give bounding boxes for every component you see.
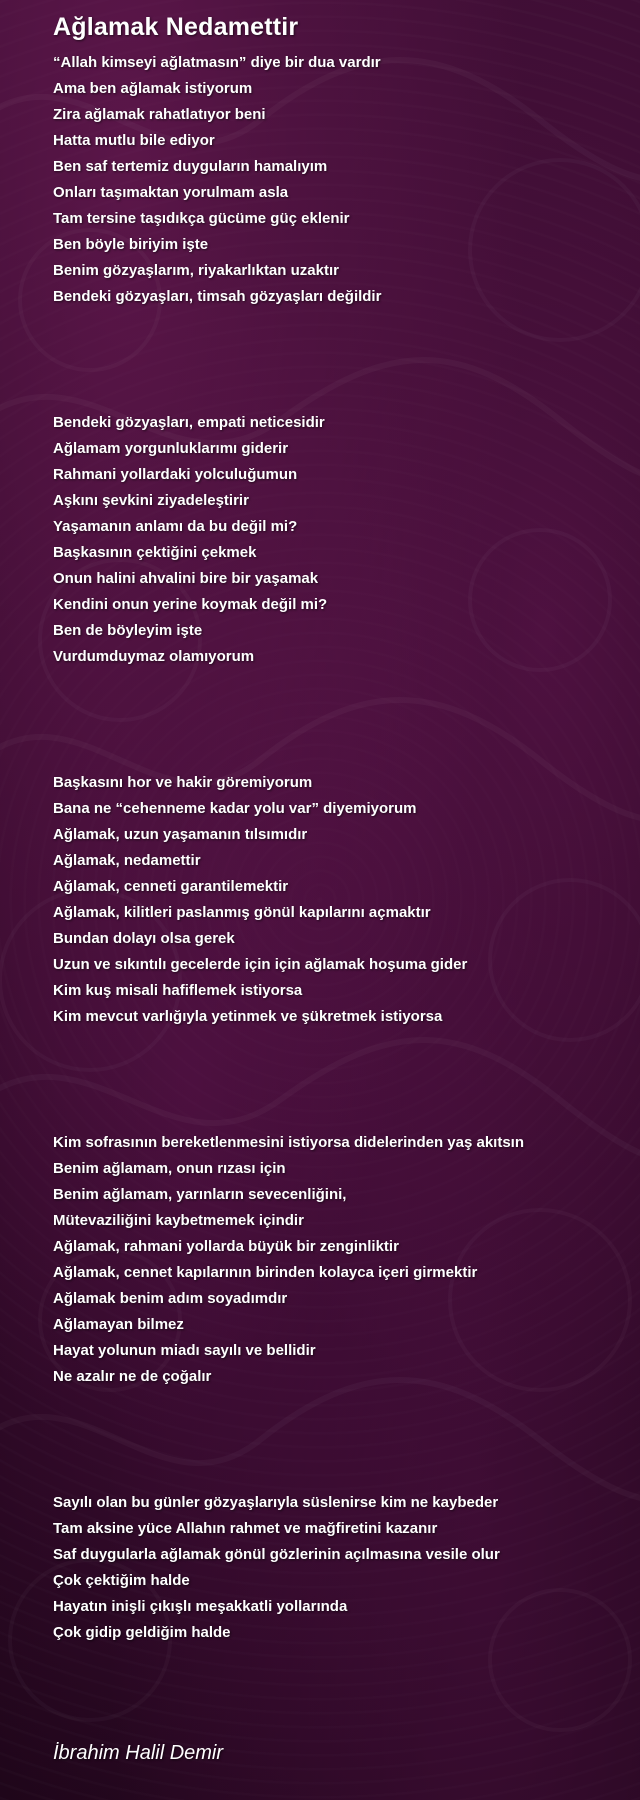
poem-line: Kim mevcut varlığıyla yetinmek ve şükretmek istiyorsa [53,1008,443,1025]
poem-title: Ağlamak Nedamettir [53,13,299,41]
poem-line: Mütevaziliğini kaybetmemek içindir [53,1212,304,1229]
poem-line: Çok çektiğim halde [53,1572,190,1589]
poem-line: Bundan dolayı olsa gerek [53,930,235,947]
poem-line: Sayılı olan bu günler gözyaşlarıyla süslenirse kim ne kaybeder [53,1494,499,1511]
poem-line: Onun halini ahvalini bire bir yaşamak [53,570,319,587]
poem-line: Çok gidip geldiğim halde [53,1624,231,1641]
poem-line: Kim kuş misali hafiflemek istiyorsa [53,982,303,999]
poem-line: Ben de böyleyim işte [53,622,203,639]
poem-line: Benim gözyaşlarım, riyakarlıktan uzaktır [53,262,339,279]
poem-line: Benim ağlamam, yarınların sevecenliğini, [53,1186,347,1203]
poem-line: Rahmani yollardaki yolculuğumun [53,466,298,483]
poem-line: Kim sofrasının bereketlenmesini istiyorsa didelerinden yaş akıtsın [53,1134,525,1151]
poem-line: Tam aksine yüce Allahın rahmet ve mağfiretini kazanır [53,1520,438,1537]
poem-line: Başkasının çektiğini çekmek [53,544,257,561]
stanza-2 [53,410,633,670]
poem-line: Benim ağlamam, onun rızası için [53,1160,286,1177]
poem-line: Hatta mutlu bile ediyor [53,132,215,149]
poem-line: Ağlamak, nedamettir [53,852,201,869]
poem-line: Vurdumduymaz olamıyorum [53,648,255,665]
poem-line: Hayatın inişli çıkışlı meşakkatli yollarında [53,1598,348,1615]
poem-line: Uzun ve sıkıntılı gecelerde için için ağlamak hoşuma gider [53,956,468,973]
poem-line: Bendeki gözyaşları, timsah gözyaşları değildir [53,288,382,305]
poem-line: Ağlamayan bilmez [53,1316,184,1333]
poem-line: Tam tersine taşıdıkça gücüme güç eklenir [53,210,350,227]
poem-author: İbrahim Halil Demir [53,1742,224,1764]
poem-line: Ben böyle biriyim işte [53,236,209,253]
poem-line: Ağlamak, uzun yaşamanın tılsımıdır [53,826,308,843]
stanza-4 [53,1130,633,1390]
poem-line: Ağlamam yorgunluklarımı giderir [53,440,289,457]
poem-line: Ben saf tertemiz duyguların hamalıyım [53,158,328,175]
poem-line: “Allah kimseyi ağlatmasın” diye bir dua vardır [53,54,381,71]
poem-line: Ağlamak benim adım soyadımdır [53,1290,288,1307]
poem-line: Ama ben ağlamak istiyorum [53,80,253,97]
poem-line: Bana ne “cehenneme kadar yolu var” diyemiyorum [53,800,417,817]
stanza-1 [53,50,633,310]
poem-line: Başkasını hor ve hakir göremiyorum [53,774,313,791]
poem-line: Yaşamanın anlamı da bu değil mi? [53,518,298,535]
poem-line: Ağlamak, cennet kapılarının birinden kolayca içeri girmektir [53,1264,478,1281]
poem-line: Bendeki gözyaşları, empati neticesidir [53,414,325,431]
poem-line: Ne azalır ne de çoğalır [53,1368,212,1385]
stanza-3 [53,770,633,1030]
poem-line: Ağlamak, cenneti garantilemektir [53,878,289,895]
poem-line: Zira ağlamak rahatlatıyor beni [53,106,266,123]
poem-line: Kendini onun yerine koymak değil mi? [53,596,328,613]
poem-line: Ağlamak, rahmani yollarda büyük bir zenginliktir [53,1238,399,1255]
stanza-5 [53,1490,633,1646]
poem-line: Ağlamak, kilitleri paslanmış gönül kapılarını açmaktır [53,904,431,921]
poem-line: Aşkını şevkini ziyadeleştirir [53,492,249,509]
poem-line: Saf duygularla ağlamak gönül gözlerinin açılmasına vesile olur [53,1546,500,1563]
poem-line: Hayat yolunun miadı sayılı ve bellidir [53,1342,316,1359]
poem-line: Onları taşımaktan yorulmam asla [53,184,289,201]
